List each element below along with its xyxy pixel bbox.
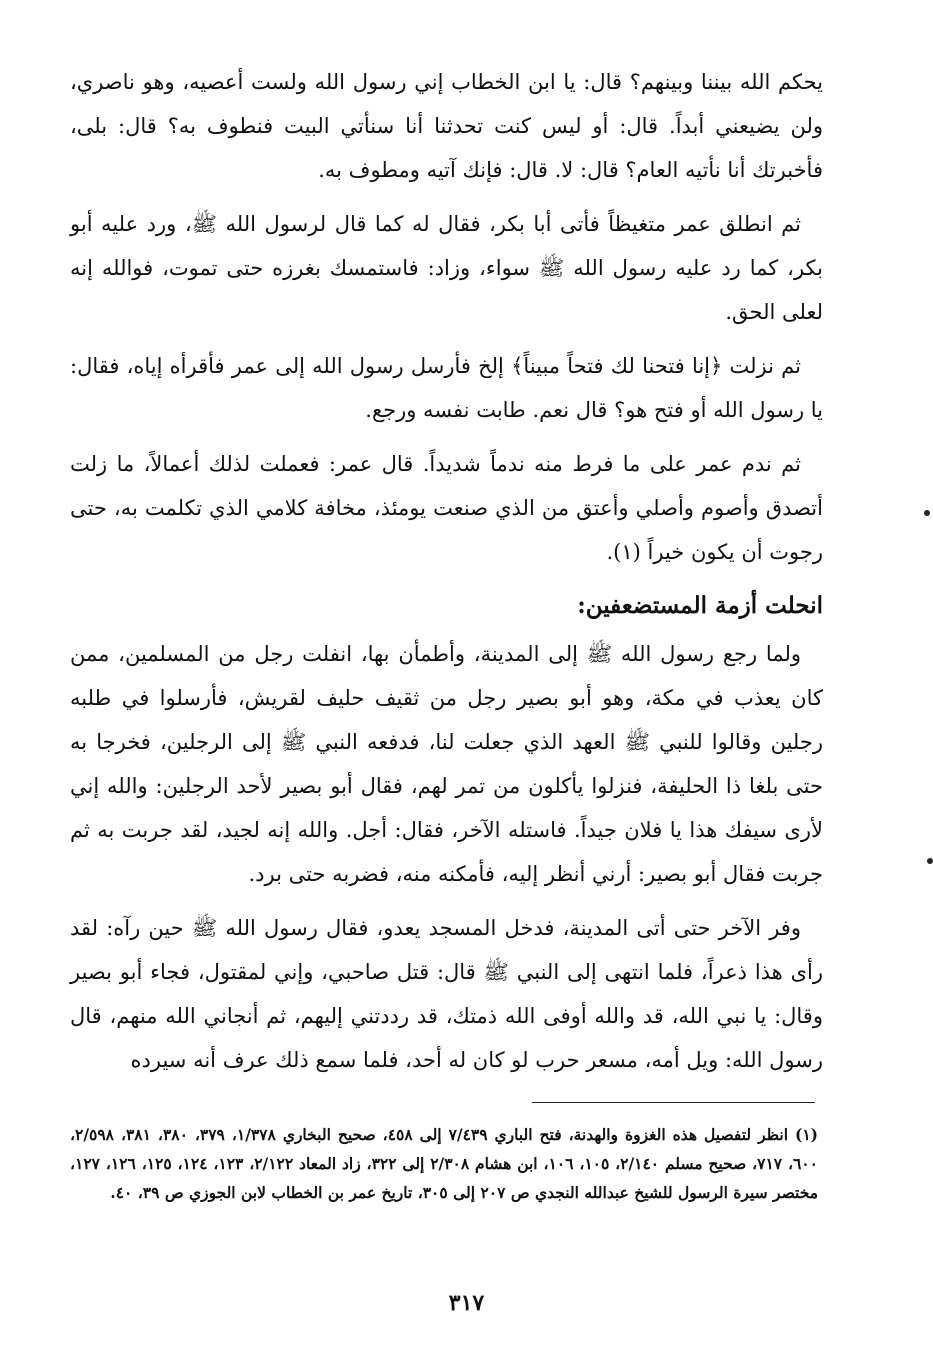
paragraph-revelation: ثم نزلت ﴿إنا فتحنا لك فتحاً مبيناً﴾ إلخ فأرسل رسول الله إلى عمر فأقرأه إياه، فقال: يا رسول الله أو فتح هو؟ قال نعم. طابت نفسه ورجع. [70, 354, 823, 422]
footnote-divider [532, 1102, 815, 1103]
margin-dot [927, 858, 933, 864]
page-number: ٣١٧ [448, 1290, 485, 1316]
paragraph-flight-to-medina: وفر الآخر حتى أتى المدينة، فدخل المسجد يعدو، فقال رسول الله ﷺ حين رآه: لقد رأى هذا ذعراً، فلما انتهى إلى النبي ﷺ قال: قتل صاحبي، وإني لمقتول، فجاء أبو بصير وقال: يا نبي الله، قد والله أوفى الله ذمتك، قد رددتني إليهم، ثم أنجاني الله منهم، قال رسول الله: ويل أمه، مسعر حرب لو كان له أحد، فلما سمع ذلك عرف أنه سيرده [70, 916, 823, 1072]
margin-dot [924, 510, 930, 516]
footnote: (١) انظر لتفصيل هذه الغزوة والهدنة، فتح الباري ٧/٤٣٩ إلى ٤٥٨، صحيح البخاري ١/٣٧٨، ٣٧٩، ٣٨٠، ٣٨١، ٢/٥٩٨، ٦٠٠، ٧١٧، صحيح مسلم ٢/١٤٠، ١٠٥، ١٠٦، ابن هشام ٢/٣٠٨ إلى ٣٢٢، زاد المعاد ٢/١٢٢، ١٢٣، ١٢٤، ١٢٥، ١٢٦، ١٢٧، مختصر سيرة الرسول للشيخ عبدالله النجدي ص ٢٠٧ إلى ٣٠٥، تاريخ عمر بن الخطاب لابن الجوزي ص ٣٩، ٤٠. [70, 1125, 818, 1202]
section-heading: انحلت أزمة المستضعفين: [577, 592, 823, 619]
paragraph-abu-basir: ولما رجع رسول الله ﷺ إلى المدينة، وأطمأن بها، انفلت رجل من المسلمين، ممن كان يعذب في مكة، وهو أبو بصير رجل من ثقيف حليف لقريش، فأرسلوا في طلبه رجلين وقالوا للنبي ﷺ العهد الذي جعلت لنا، فدفعه النبي ﷺ إلى الرجلين، فخرجا به حتى بلغا ذا الحليفة، فنزلوا يأكلون من تمر لهم، فقال أبو بصير لأحد الرجلين: والله إني لأرى سيفك هذا يا فلان جيداً. فاستله الآخر، فقال: أجل. والله إنه لجيد، لقد جربت به ثم جربت فقال أبو بصير: أرني أنظر إليه، فأمكنه منه، فضربه حتى برد. [70, 642, 823, 886]
paragraph-dialogue: يحكم الله بيننا وبينهم؟ قال: يا ابن الخطاب إني رسول الله ولست أعصيه، وهو ناصري، ولن يضيعني أبداً. قال: أو ليس كنت تحدثنا أنا سنأتي البيت فنطوف به؟ قال: بلى، فأخبرتك أنا نأتيه العام؟ قال: لا. قال: فإنك آتيه ومطوف به. [70, 70, 823, 182]
paragraph-umar-abu-bakr: ثم انطلق عمر متغيظاً فأتى أبا بكر، فقال له كما قال لرسول الله ﷺ، ورد عليه أبو بكر، كما رد عليه رسول الله ﷺ سواء، وزاد: فاستمسك بغرزه حتى تموت، فوالله إنه لعلى الحق. [70, 212, 823, 324]
paragraph-umar-regret: ثم ندم عمر على ما فرط منه ندماً شديداً. قال عمر: فعملت لذلك أعمالاً، ما زلت أتصدق وأصوم وأصلي وأعتق من الذي صنعت يومئذ، مخافة كلامي الذي تكلمت به، حتى رجوت أن يكون خيراً (١). [70, 452, 823, 564]
